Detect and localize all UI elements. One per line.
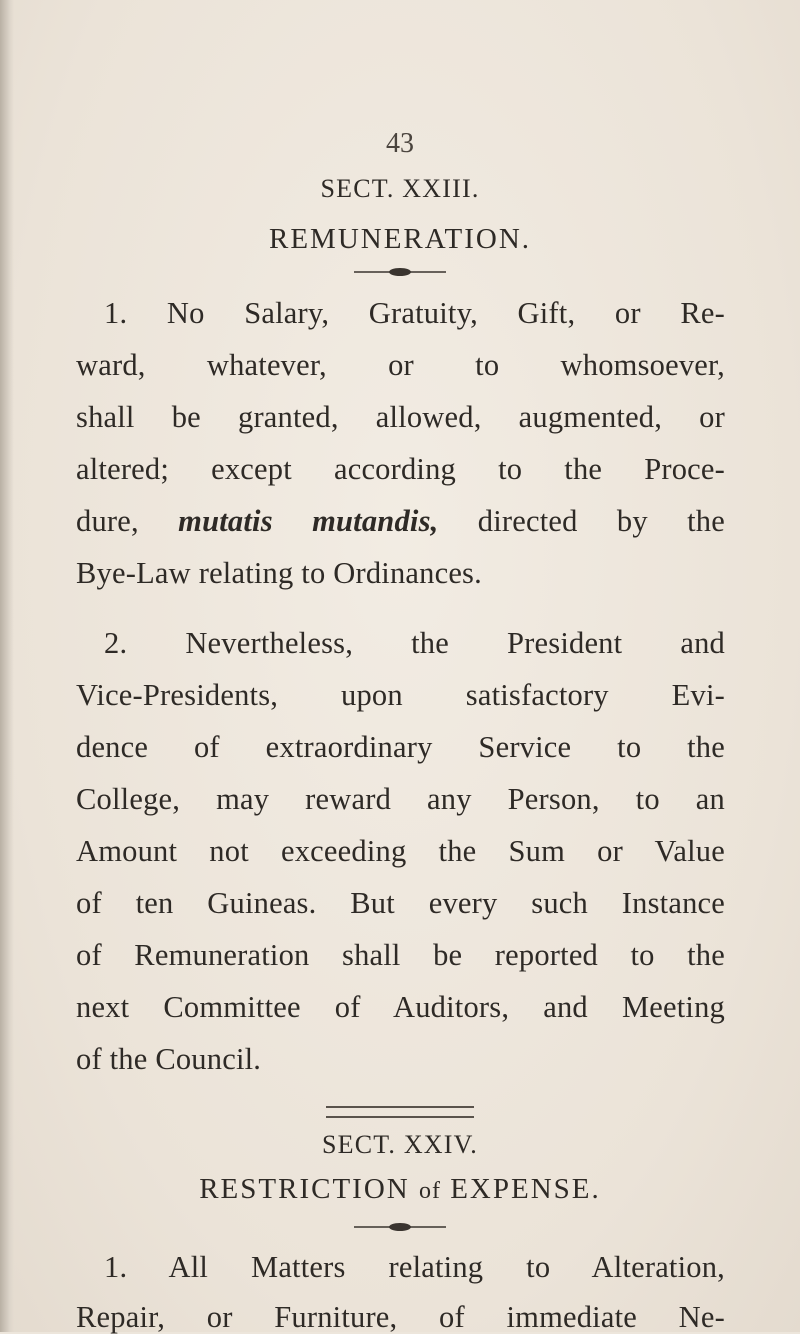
section-24-heading: RESTRICTION of EXPENSE. xyxy=(199,1173,601,1205)
latin-phrase: mutatis mutandis, xyxy=(178,504,439,538)
s24-p1-line-1: 1. All Matters relating to Alteration, xyxy=(104,1250,725,1284)
s23-p2-line-3: dence of extraordinary Service to the xyxy=(76,730,725,764)
section-23-heading: REMUNERATION. xyxy=(268,223,532,255)
s23-p2-line-5: Amount not exceeding the Sum or Value xyxy=(76,834,725,868)
s23-p2-line-4: College, may reward any Person, to an xyxy=(76,782,725,816)
s24-p1-line-2: Repair, or Furniture, of immediate Ne- xyxy=(76,1300,725,1334)
s23-p1-line-4: altered; except according to the Proce- xyxy=(76,452,725,486)
s23-p1-line-3: shall be granted, allowed, augmented, or xyxy=(76,400,725,434)
s23-p2-line-6: of ten Guineas. But every such Instance xyxy=(76,886,725,920)
s23-p1-line-1: 1. No Salary, Gratuity, Gift, or Re- xyxy=(104,296,725,330)
page-number: 43 xyxy=(386,128,414,159)
s23-p2-line-2: Vice-Presidents, upon satisfactory Evi- xyxy=(76,678,725,712)
s23-p1-line-6: Bye-Law relating to Ordinances. xyxy=(76,556,482,590)
section-23-title: SECT. XXIII. xyxy=(320,174,480,203)
s23-p2-line-7: of Remuneration shall be reported to the xyxy=(76,938,725,972)
s23-p1-line-2: ward, whatever, or to whomsoever, xyxy=(76,348,725,382)
s23-p2-line-9: of the Council. xyxy=(76,1042,262,1076)
section-24-title: SECT. XXIV. xyxy=(322,1130,478,1159)
s23-p2-line-1: 2. Nevertheless, the President and xyxy=(104,626,725,660)
s23-p2-line-8: next Committee of Auditors, and Meeting xyxy=(76,990,725,1024)
section-23-divider-ornament xyxy=(352,265,448,279)
section-separator-rule xyxy=(326,1106,474,1118)
section-24-divider-ornament xyxy=(352,1220,448,1234)
s23-p1-line-5: dure, mutatis mutandis, directed by the xyxy=(76,504,725,538)
